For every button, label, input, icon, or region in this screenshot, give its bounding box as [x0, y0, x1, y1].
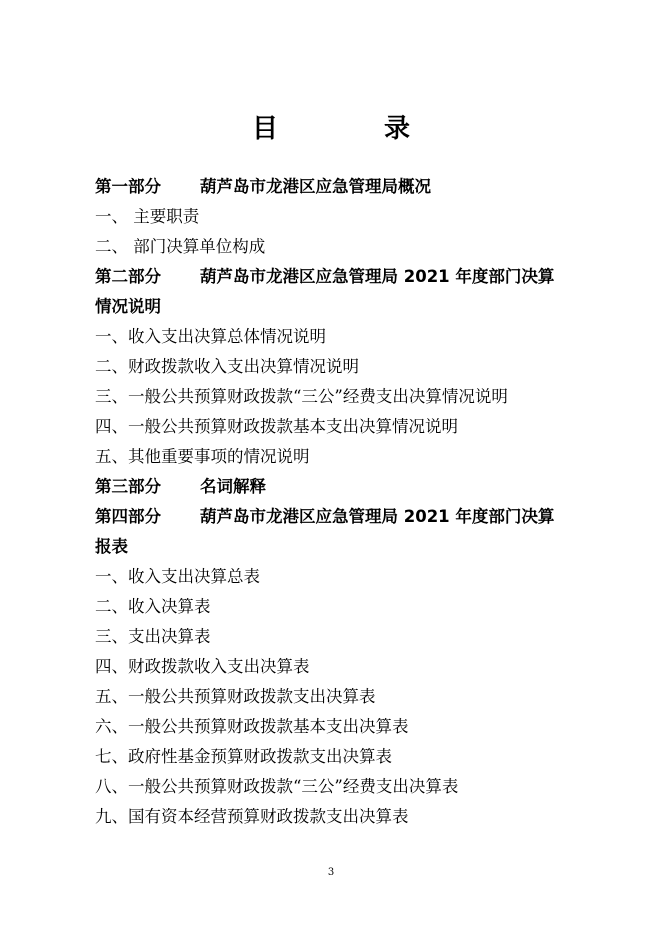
toc-item: 二、收入决算表 [95, 597, 211, 616]
part-title-continuation: 报表 [95, 537, 128, 556]
toc-part-4 [95, 502, 575, 562]
toc-item: 六、一般公共预算财政拨款基本支出决算表 [95, 717, 409, 736]
toc-part-2 [95, 262, 575, 322]
part-title: 名词解释 [200, 477, 266, 496]
toc-item: 二、 部门决算单位构成 [95, 237, 266, 256]
toc-item: 五、其他重要事项的情况说明 [95, 447, 310, 466]
table-of-contents [95, 172, 575, 832]
toc-item: 一、 主要职责 [95, 207, 200, 226]
toc-item: 四、财政拨款收入支出决算表 [95, 657, 310, 676]
part-title: 葫芦岛市龙港区应急管理局 2021 年度部门决算 [200, 267, 555, 286]
toc-item: 五、一般公共预算财政拨款支出决算表 [95, 687, 376, 706]
page-number: 3 [327, 867, 335, 878]
part-label: 第二部分 [95, 267, 161, 286]
part-title-continuation: 情况说明 [95, 297, 161, 316]
part-title: 葫芦岛市龙港区应急管理局 2021 年度部门决算 [200, 507, 555, 526]
toc-part-3 [95, 472, 575, 502]
toc-item: 二、财政拨款收入支出决算情况说明 [95, 357, 359, 376]
part-label: 第三部分 [95, 477, 161, 496]
toc-item: 九、国有资本经营预算财政拨款支出决算表 [95, 807, 409, 826]
part-label: 第一部分 [95, 177, 161, 196]
toc-item: 三、支出决算表 [95, 627, 211, 646]
toc-item: 三、一般公共预算财政拨款“三公”经费支出决算情况说明 [95, 387, 508, 406]
page-title: 目 录 [251, 114, 450, 144]
toc-item: 一、收入支出决算总表 [95, 567, 260, 586]
toc-item: 一、收入支出决算总体情况说明 [95, 327, 326, 346]
part-label: 第四部分 [95, 507, 161, 526]
toc-item: 八、一般公共预算财政拨款“三公”经费支出决算表 [95, 777, 459, 796]
part-title: 葫芦岛市龙港区应急管理局概况 [200, 177, 431, 196]
toc-item: 四、一般公共预算财政拨款基本支出决算情况说明 [95, 417, 458, 436]
toc-item: 七、政府性基金预算财政拨款支出决算表 [95, 747, 392, 766]
toc-part-1 [95, 172, 575, 202]
